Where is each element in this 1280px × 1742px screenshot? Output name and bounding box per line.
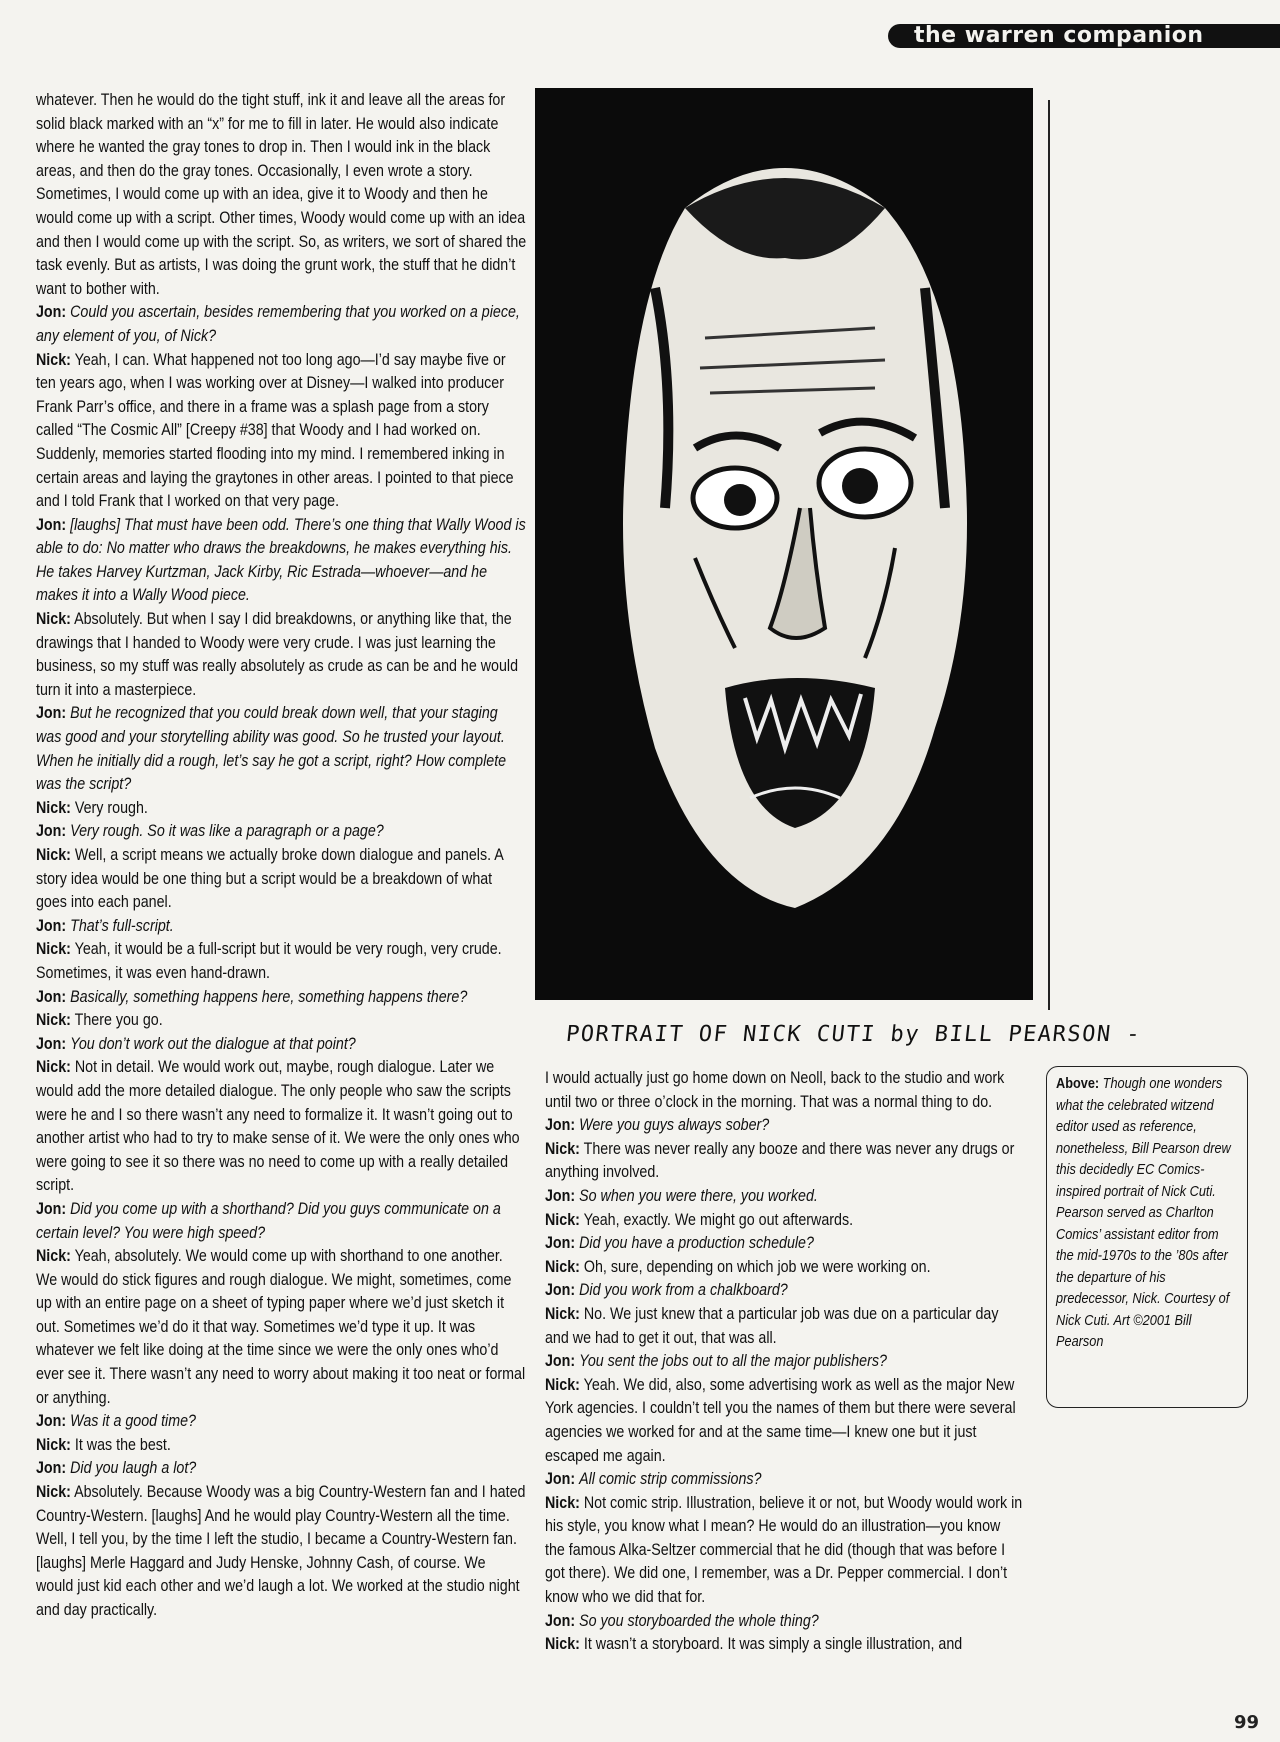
speaker-label: Nick: xyxy=(36,349,71,369)
paragraph-text: You don’t work out the dialogue at that point? xyxy=(70,1033,356,1053)
paragraph-text: I would actually just go home down on Neoll, back to the studio and work until two or three o’clock in the morning. That was a normal thing to do. xyxy=(545,1068,1005,1111)
paragraph-text: Absolutely. But when I say I did breakdowns, or anything like that, the drawings that I handed to Woody were very crude. I was just learning the business, so my stuff was really absolutely as crude as can be and he would turn it into a masterpiece. xyxy=(36,609,519,699)
interview-paragraph xyxy=(36,796,526,820)
portrait-drawing xyxy=(535,88,1033,1000)
interview-paragraph xyxy=(36,1480,526,1622)
artist-signature: PORTRAIT OF NICK CUTI by BILL PEARSON - xyxy=(564,1022,1143,1047)
page-number: 99 xyxy=(1234,1712,1260,1733)
interview-paragraph xyxy=(36,1244,526,1409)
interview-paragraph xyxy=(36,300,526,347)
paragraph-text: Yeah, it would be a full-script but it would be very rough, very crude. Sometimes, it was even hand-drawn. xyxy=(36,939,502,982)
paragraph-text: Did you have a production schedule? xyxy=(579,1233,814,1253)
interview-paragraph xyxy=(545,1373,1022,1467)
interview-paragraph xyxy=(545,1467,1022,1491)
speaker-label: Nick: xyxy=(36,1482,71,1502)
paragraph-text: Basically, something happens here, something happens there? xyxy=(70,986,468,1006)
photo-caption xyxy=(1056,1074,1232,1354)
paragraph-text: Yeah. We did, also, some advertising work as well as the major New York agencies. I couldn’t tell you the names of them but there were several agencies we worked for and at the same time—I knew one but it just escaped me again. xyxy=(545,1374,1016,1465)
paragraph-text: That’s full-script. xyxy=(70,915,174,935)
interview-paragraph xyxy=(36,1008,526,1032)
speaker-label: Nick: xyxy=(36,845,71,864)
speaker-label: Jon: xyxy=(36,703,67,723)
paragraph-text: Were you guys always sober? xyxy=(579,1115,770,1135)
paragraph-text: [laughs] That must have been odd. There’s one thing that Wally Wood is able to do: No matter who draws the breakdowns, he makes everything his. He takes Harvey Kurtzman, Jack Kirby, Ric Estrada—whoever—and he makes it into a Wally Wood piece. xyxy=(36,514,526,605)
speaker-label: Nick: xyxy=(36,1010,71,1030)
speaker-label: Nick: xyxy=(36,939,71,959)
interview-paragraph xyxy=(545,1255,1022,1279)
speaker-label: Jon: xyxy=(36,1198,67,1218)
paragraph-text: whatever. Then he would do the tight stuff, ink it and leave all the areas for solid black marked with an “x” for me to fill in later. He would also indicate where he wanted the gray tones to drop in. Then I would ink in the black areas, and then do the gray tones. Occasionally, I even wrote a story. Sometimes, I would come up with an idea, give it to Woody and then he would come up with a script. Other times, Woody would come up with an idea and then I would come up with the script. So, as writers, we sort of shared the task evenly. But as artists, I was doing the grunt work, the stuff that he didn’t want to bother with. xyxy=(36,90,527,298)
speaker-label: Nick: xyxy=(36,797,71,817)
caption-label: Above: xyxy=(1056,1076,1100,1092)
interview-paragraph xyxy=(36,1409,526,1433)
interview-paragraph xyxy=(36,985,526,1009)
interview-paragraph xyxy=(545,1278,1022,1302)
speaker-label: Jon: xyxy=(545,1469,576,1489)
interview-paragraph xyxy=(36,843,526,914)
interview-paragraph xyxy=(36,914,526,938)
interview-paragraph xyxy=(36,1055,526,1197)
paragraph-text: It was the best. xyxy=(74,1434,171,1454)
interview-paragraph xyxy=(545,1491,1022,1609)
speaker-label: Jon: xyxy=(36,1033,67,1053)
interview-paragraph xyxy=(36,701,526,795)
paragraph-text: Yeah, I can. What happened not too long ago—I’d say maybe five or ten years ago, when I was working over at Disney—I walked into producer Frank Parr’s office, and there in a frame was a splash page from a story called “The Cosmic All” [Creepy #38] that Woody and I had worked on. Suddenly, memories started flooding into my mind. I remembered inking in certain areas and laying the graytones in other areas. I pointed to that piece and I told Frank that I worked on that very page. xyxy=(36,349,514,511)
interview-paragraph xyxy=(36,1032,526,1056)
speaker-label: Jon: xyxy=(36,1411,67,1431)
interview-paragraph xyxy=(545,1302,1022,1349)
paragraph-text: Did you laugh a lot? xyxy=(70,1458,197,1478)
paragraph-text: Yeah, absolutely. We would come up with shorthand to one another. We would do stick figures and rough dialogue. We might, sometimes, come up with an entire page on a sheet of typing paper where we’d just sketch it out. Sometimes we’d do it that way. Sometimes we’d type it up. It was whatever we felt like doing at the time since we were the only ones who’d ever see it. There wasn’t any need to worry about making it too neat or formal or anything. xyxy=(36,1246,526,1407)
paragraph-text: Very rough. So it was like a paragraph or a page? xyxy=(70,821,384,841)
interview-paragraph xyxy=(545,1231,1022,1255)
speaker-label: Nick: xyxy=(545,1634,580,1654)
speaker-label: Nick: xyxy=(545,1374,580,1394)
interview-paragraph xyxy=(545,1208,1022,1232)
interview-paragraph xyxy=(545,1632,1022,1656)
speaker-label: Nick: xyxy=(545,1492,580,1512)
interview-paragraph xyxy=(36,937,526,984)
paragraph-text: Was it a good time? xyxy=(70,1411,196,1431)
speaker-label: Jon: xyxy=(545,1351,576,1371)
speaker-label: Jon: xyxy=(36,821,67,841)
interview-paragraph xyxy=(545,1184,1022,1208)
interview-paragraph xyxy=(545,1066,1022,1113)
speaker-label: Jon: xyxy=(545,1233,576,1253)
speaker-label: Jon: xyxy=(36,1458,67,1478)
paragraph-text: There you go. xyxy=(74,1010,163,1030)
paragraph-text: Could you ascertain, besides remembering that you worked on a piece, any element of you, of Nick? xyxy=(36,302,520,345)
interview-paragraph xyxy=(545,1113,1022,1137)
paragraph-text: There was never really any booze and there was never any drugs or anything involved. xyxy=(545,1138,1015,1182)
interview-paragraph xyxy=(545,1609,1022,1633)
speaker-label: Nick: xyxy=(545,1138,580,1158)
speaker-label: Jon: xyxy=(545,1610,576,1630)
paragraph-text: Absolutely. Because Woody was a big Country-Western fan and I hated Country-Western. [laughs] And he would play Country-Western all the time. Well, I tell you, by the time I left the studio, I became a Country-Western fan. [laughs] Merle Haggard and Judy Henske, Johnny Cash, of course. We would just kid each other and we’d laugh a lot. We worked at the studio night and day practically. xyxy=(36,1482,526,1619)
interview-paragraph xyxy=(36,607,526,701)
portrait-illustration xyxy=(535,88,1033,1000)
speaker-label: Nick: xyxy=(545,1303,580,1323)
speaker-label: Jon: xyxy=(545,1280,576,1300)
paragraph-text: So you storyboarded the whole thing? xyxy=(579,1610,819,1630)
paragraph-text: So when you were there, you worked. xyxy=(579,1185,818,1205)
paragraph-text: Yeah, exactly. We might go out afterwards. xyxy=(583,1209,854,1229)
illustration-frame-line xyxy=(1048,100,1050,1010)
interview-paragraph xyxy=(36,1456,526,1480)
running-header: the warren companion xyxy=(914,23,1204,48)
interview-paragraph xyxy=(36,1197,526,1244)
speaker-label: Jon: xyxy=(545,1185,576,1205)
interview-column-left xyxy=(36,88,526,1622)
interview-paragraph xyxy=(36,819,526,843)
paragraph-text: Not in detail. We would work out, maybe, rough dialogue. Later we would add the more detailed dialogue. The only people who saw the scripts were he and I so there wasn’t any need to formalize it. It wasn’t going out to another artist who had to try to make sense of it. We were the only ones who were going to see it so there was no need to come up with a really detailed script. xyxy=(36,1057,520,1195)
interview-paragraph xyxy=(36,513,526,607)
interview-paragraph xyxy=(36,348,526,513)
speaker-label: Nick: xyxy=(36,1057,71,1077)
paragraph-text: You sent the jobs out to all the major publishers? xyxy=(579,1351,887,1371)
interview-paragraph xyxy=(36,1433,526,1457)
speaker-label: Jon: xyxy=(36,915,67,935)
caption-body: Though one wonders what the celebrated witzend editor used as reference, nonetheless, Bill Pearson drew this decidedly EC Comics-inspired portrait of Nick Cuti. Pearson served as Charlton Comics’ assistant editor from the mid-1970s to the ’80s after the departure of his predecessor, Nick. Courtesy of Nick Cuti. Art ©2001 Bill Pearson xyxy=(1056,1076,1231,1350)
speaker-label: Nick: xyxy=(36,609,71,629)
speaker-label: Jon: xyxy=(36,302,67,322)
paragraph-text: Not comic strip. Illustration, believe it or not, but Woody would work in his style, you know what I mean? He would do an illustration—you know the famous Alka-Seltzer commercial that he did (though that was before I got there). We did one, I remember, was a Dr. Pepper commercial. I don’t know who we did that for. xyxy=(545,1492,1023,1607)
interview-paragraph xyxy=(36,88,526,300)
interview-paragraph xyxy=(545,1137,1022,1184)
paragraph-text: Very rough. xyxy=(74,797,148,817)
speaker-label: Nick: xyxy=(36,1246,71,1266)
paragraph-text: All comic strip commissions? xyxy=(579,1469,762,1489)
speaker-label: Jon: xyxy=(545,1115,576,1135)
speaker-label: Nick: xyxy=(545,1209,580,1229)
paragraph-text: Did you come up with a shorthand? Did you guys communicate on a certain level? You were high speed? xyxy=(36,1198,501,1242)
paragraph-text: But he recognized that you could break down well, that your staging was good and your storytelling ability was good. So he trusted your layout. When he initially did a rough, let’s say he got a script, right? How complete was the script? xyxy=(36,703,507,794)
speaker-label: Jon: xyxy=(36,514,67,534)
paragraph-text: Oh, sure, depending on which job we were working on. xyxy=(583,1256,931,1276)
paragraph-text: It wasn’t a storyboard. It was simply a single illustration, and xyxy=(583,1634,963,1654)
speaker-label: Nick: xyxy=(36,1434,71,1454)
speaker-label: Jon: xyxy=(36,986,67,1006)
paragraph-text: Did you work from a chalkboard? xyxy=(579,1280,788,1300)
interview-paragraph xyxy=(545,1349,1022,1373)
speaker-label: Nick: xyxy=(545,1256,580,1276)
paragraph-text: Well, a script means we actually broke down dialogue and panels. A story idea would be one thing but a script would be a breakdown of what goes into each panel. xyxy=(36,845,503,912)
interview-column-right xyxy=(545,1066,1022,1656)
paragraph-text: No. We just knew that a particular job was due on a particular day and we had to get it out, that was all. xyxy=(545,1303,999,1347)
